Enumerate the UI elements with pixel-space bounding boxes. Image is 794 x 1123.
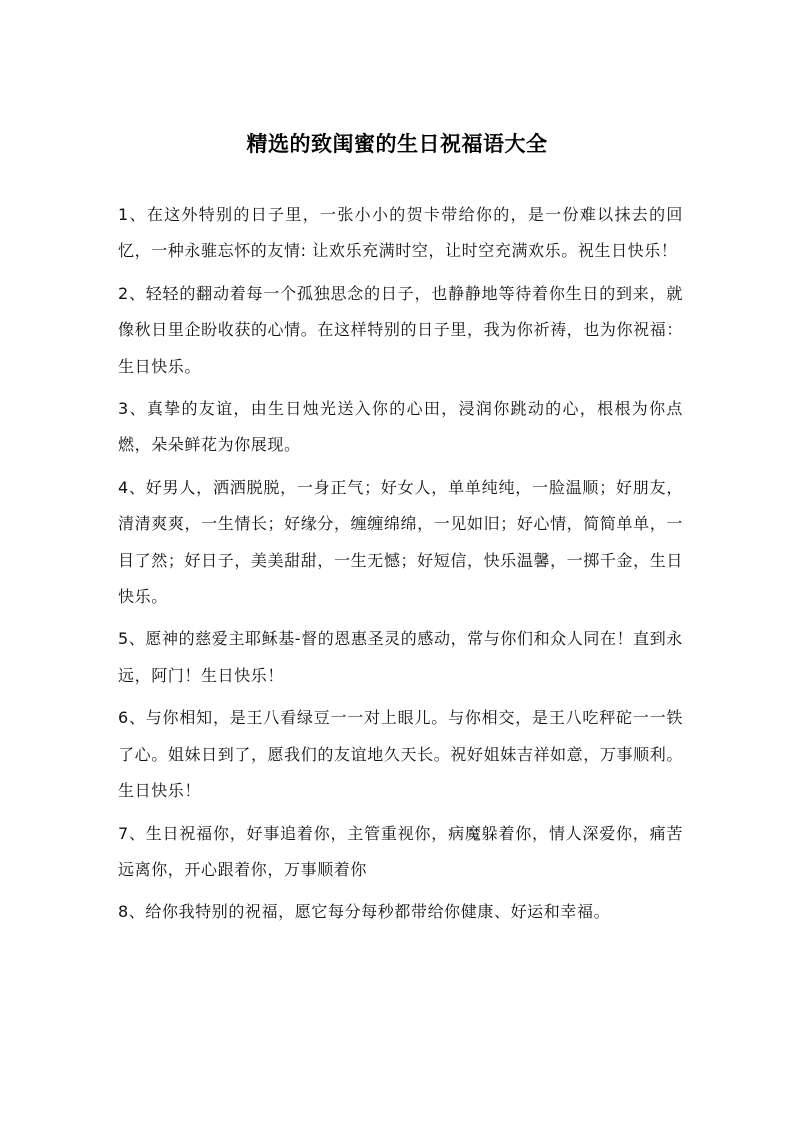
page-title: 精选的致闺蜜的生日祝福语大全 bbox=[246, 132, 548, 156]
paragraph-8: 8、给你我特别的祝福，愿它每分每秒都带给你健康、好运和幸福。 bbox=[118, 902, 611, 922]
paragraph-7: 7、生日祝福你，好事追着你，主管重视你，病魔躲着你，情人深爱你，痛苦远离你，开心跟着你，万事顺着你 bbox=[118, 823, 683, 879]
paragraph-2: 2、轻轻的翻动着每一个孤独思念的日子，也静静地等待着你生日的到来，就像秋日里企盼收获的心情。在这样特别的日子里，我为你祈祷，也为你祝福：生日快乐。 bbox=[118, 283, 683, 376]
paragraph-6: 6、与你相知，是王八看绿豆一一对上眼儿。与你相交，是王八吃秤砣一一铁了心。姐妹日到了，愿我们的友谊地久天长。祝好姐妹吉祥如意，万事顺利。生日快乐！ bbox=[118, 708, 683, 801]
paragraph-3: 3、真挚的友谊，由生日烛光送入你的心田，浸润你跳动的心，根根为你点燃，朵朵鲜花为你展现。 bbox=[118, 399, 683, 455]
paragraph-5: 5、愿神的慈爱主耶稣基-督的恩惠圣灵的感动，常与你们和众人同在！直到永远，阿门！生日快乐！ bbox=[118, 629, 683, 685]
paragraph-4: 4、好男人，洒洒脱脱，一身正气；好女人，单单纯纯，一脸温顺；好朋友，清清爽爽，一生情长；好缘分，缠缠绵绵，一见如旧；好心情，简简单单，一目了然；好日子，美美甜甜，一生无憾；好短信，快乐温馨，一掷千金，生日快乐。 bbox=[118, 477, 683, 607]
paragraph-1: 1、在这外特别的日子里，一张小小的贺卡带给你的，是一份难以抹去的回忆，一种永骓忘怀的友情: 让欢乐充满时空，让时空充满欢乐。祝生日快乐！ bbox=[118, 205, 683, 261]
document-body bbox=[118, 197, 683, 937]
